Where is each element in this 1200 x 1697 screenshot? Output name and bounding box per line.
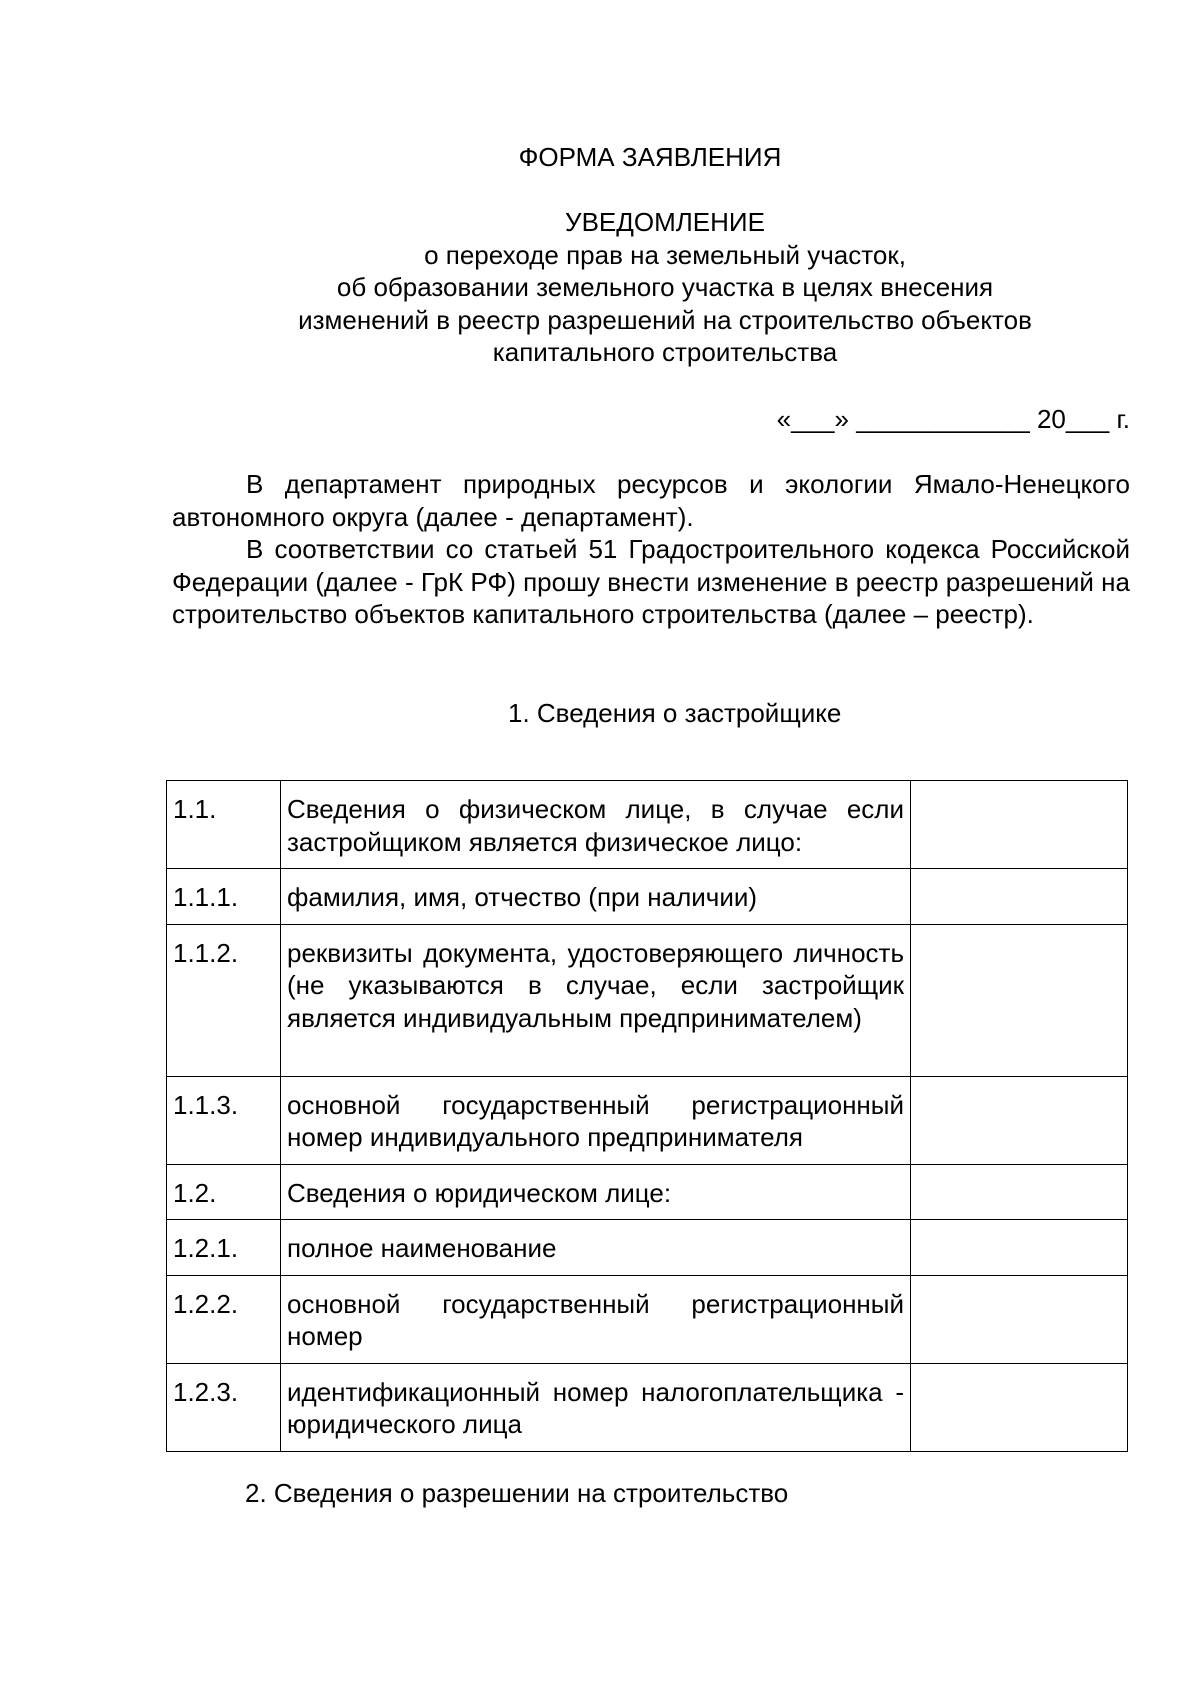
notice-subtitle-line: о переходе прав на земельный участок, (424, 239, 906, 270)
notice-header (200, 206, 1130, 369)
row-description-text: Сведения о юридическом лице: (287, 1177, 672, 1208)
row-description (281, 1275, 911, 1363)
row-description (281, 1363, 911, 1451)
section-heading-permit: 2. Сведения о разрешении на строительство (245, 1478, 789, 1508)
row-number: 1.2. (167, 1164, 281, 1220)
table-row (167, 1220, 1128, 1276)
section-heading-developer: 1. Сведения о застройщике (508, 698, 842, 728)
row-description-text: полное наименование (287, 1233, 557, 1263)
notice-title: УВЕДОМЛЕНИЕ (565, 207, 765, 237)
developer-info-table (166, 780, 1128, 1452)
table-row (167, 781, 1128, 869)
table-row (167, 924, 1128, 1076)
row-description-text: фамилия, имя, отчество (при наличии) (287, 882, 758, 912)
body-text (172, 468, 1130, 631)
notice-subtitle-line: изменений в реестр разрешений на строительство объектов (298, 304, 1032, 335)
row-description (281, 869, 911, 925)
row-description (281, 924, 911, 1076)
notice-subtitle-line: об образовании земельного участка в целях внесения (336, 272, 994, 302)
table-row (167, 1076, 1128, 1164)
row-value-cell[interactable] (911, 781, 1128, 869)
row-value-cell[interactable] (911, 924, 1128, 1076)
row-description-text: идентификационный номер налогоплательщика - юридического лица (287, 1376, 904, 1439)
row-description (281, 781, 911, 869)
row-description-text: Сведения о физическом лице, в случае если застройщиком является физическое лицо: (287, 794, 904, 857)
row-value-cell[interactable] (911, 1363, 1128, 1451)
paragraph-request: В соответствии со статьей 51 Градостроительного кодекса Российской Федерации (далее - ГрК РФ) прошу внести изменение в реестр разрешений на строительство объектов капитального строительства (далее – реестр). (172, 534, 1130, 629)
row-value-cell[interactable] (911, 869, 1128, 925)
row-number: 1.1.2. (167, 924, 281, 1076)
row-number: 1.2.2. (167, 1275, 281, 1363)
notice-subtitle-line: капитального строительства (492, 337, 838, 367)
row-number: 1.1.3. (167, 1076, 281, 1164)
table-row (167, 869, 1128, 925)
paragraph-department: В департамент природных ресурсов и экологии Ямало-Ненецкого автономного округа (далее - департамент). (172, 469, 1130, 532)
row-value-cell[interactable] (911, 1076, 1128, 1164)
row-description (281, 1220, 911, 1276)
row-value-cell[interactable] (911, 1220, 1128, 1276)
row-description (281, 1076, 911, 1164)
date-line: «___» ____________ 20___ г. (776, 404, 1130, 434)
table-row (167, 1363, 1128, 1451)
row-value-cell[interactable] (911, 1275, 1128, 1363)
row-description-text: основной государственный регистрационный номер (287, 1288, 904, 1351)
table-row (167, 1164, 1128, 1220)
row-number: 1.1. (167, 781, 281, 869)
row-number: 1.1.1. (167, 869, 281, 925)
row-description-text: реквизиты документа, удостоверяющего личность (не указываются в случае, если застройщик является индивидуальным предпринимателем) (287, 937, 904, 1033)
form-title: ФОРМА ЗАЯВЛЕНИЯ (518, 142, 782, 172)
table-row (167, 1275, 1128, 1363)
row-description (281, 1164, 911, 1220)
row-number: 1.2.1. (167, 1220, 281, 1276)
row-description-text: основной государственный регистрационный номер индивидуального предпринимателя (287, 1089, 904, 1152)
row-value-cell[interactable] (911, 1164, 1128, 1220)
row-number: 1.2.3. (167, 1363, 281, 1451)
